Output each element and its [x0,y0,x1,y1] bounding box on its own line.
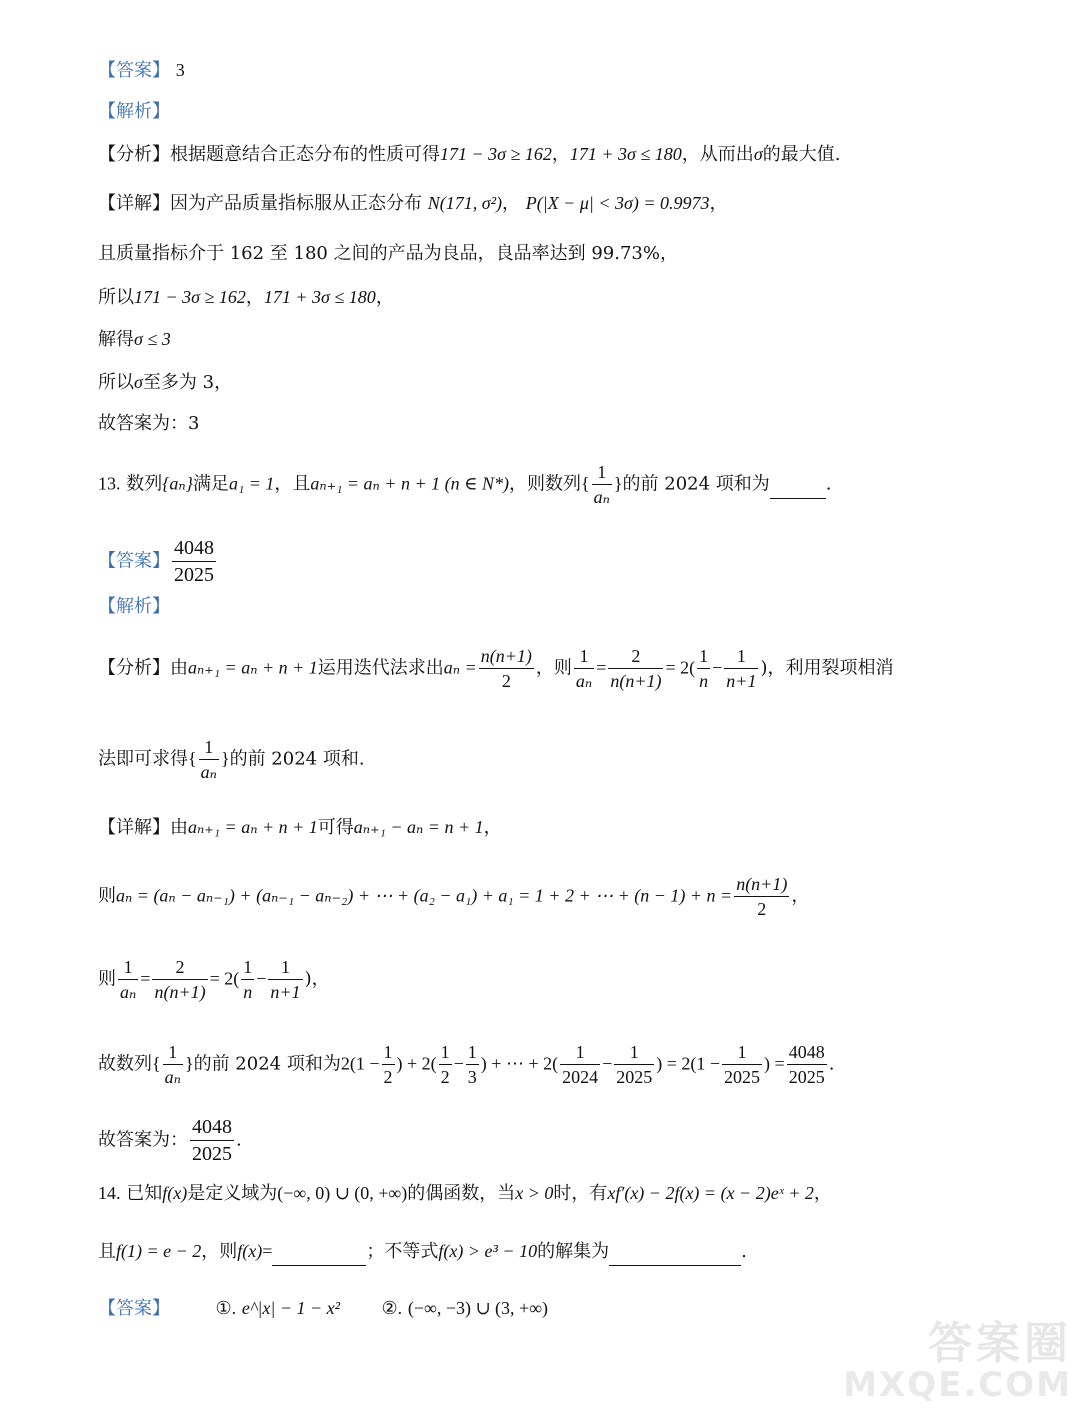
sigma-symbol: σ [753,144,763,164]
analysis-tag: 【分析】 [98,657,170,679]
q12-probability: P(|X − μ| < 3σ) = 0.9973 [525,193,710,213]
comma: ， [551,144,570,165]
comma: ， [483,817,502,838]
q12-normal-dist: N(171, σ²) [427,193,503,213]
q12-ineq1-b: 171 − 3σ ≥ 162 [134,287,246,307]
q14-fx-b: f(x) [237,1241,263,1261]
q13-an-line2-text-b: 的前 2024 项和. [229,748,365,770]
q13-detail-line4: 故数列{ $\frac{1}{\text{aₙ}}$ }的前 2024 项和为2(1 − $\frac{1}{2}$ ) + 2( $\frac{1}{2}$ − $\frac{1}{3}$ ) + ⋯ + 2( $\frac{1}{2024}$ − $\frac{1}{2025}$ ) = 2(1 − $\frac{1}{2025}$ ) = $\frac{4048}{2025}$ . [98,1042,835,1087]
q12-analysis-text-b: ，从而出 [681,144,754,165]
q12-analysis-head [98,99,170,125]
q12-line4 [98,326,171,353]
q12-line2: 且质量指标介于 162 至 180 之间的产品为良品，良品率达到 99.73%， [98,243,678,264]
q13-an-frac3: $\frac{2}{n(n+1)}$ [610,646,662,691]
q13-d4-frac-2025b: $\frac{1}{2025}$ [724,1042,761,1087]
q13-seq: {aₙ} [162,473,193,494]
answer-tag: 【答案】 [98,1298,170,1319]
q14-l2-text-b: ，则 [201,1241,238,1262]
q13-answer-line [98,535,218,588]
watermark [843,1307,1072,1405]
q14-question-line1 [98,1180,832,1207]
q13-d3-end: )， [304,968,330,990]
answer-blank-2 [609,1239,741,1266]
q12-line3-text: 所以 [98,287,134,308]
q13-frac: $\frac{1}{\text{aₙ}}$ [593,462,610,507]
q14-domain: (−∞, 0) ∪ (0, +∞) [277,1183,408,1203]
q12-line6: 故答案为：3 [98,413,200,434]
q13-d4-frac-half2: $\frac{1}{2}$ [440,1042,450,1087]
q13-d4-seq-frac: $\frac{1}{\text{aₙ}}$ [164,1042,181,1087]
q13-an-frac5: $\frac{1}{n+1}$ [726,646,757,691]
q13-d3-text: 则 [98,968,116,990]
q13-d4-text: 故数列 [98,1053,152,1075]
q12-detail-line [98,190,727,217]
q13-final-frac: $\frac{4048}{2025}$ [192,1116,232,1165]
q12-analysis-text: 根据题意结合正态分布的性质可得 [170,144,440,165]
q13-an-frac1: $\frac{n(n+1)}{2}$ [480,646,532,691]
q14-question-line2: 且f(1) = e − 2，则f(x)= ；不等式f(x) > e³ − 10的解集为 . [98,1238,747,1266]
q13-d4-frac-half: $\frac{1}{2}$ [383,1042,393,1087]
q12-solve: σ ≤ 3 [134,329,171,349]
q13-d2-text: 则 [98,885,116,907]
q13-d1-diff: aₙ₊₁ − aₙ = n + 1 [353,817,484,837]
q12-line5 [98,369,232,396]
q13-d4-frac-third: $\frac{1}{3}$ [467,1042,477,1087]
answer-blank-1 [272,1239,366,1266]
q14-ans1-label: ①. [215,1298,237,1318]
q13-final-line [98,1114,242,1167]
q14-equation: xf′(x) − 2f(x) = (x − 2)eˣ + 2 [607,1183,814,1203]
period: . [825,473,832,495]
q14-text-c: 的偶函数，当 [407,1183,516,1204]
q13-d3-frac2: $\frac{2}{n(n+1)}$ [154,957,206,1002]
q13-d3-frac1: $\frac{1}{\text{aₙ}}$ [120,957,137,1002]
q13-answer-frac: $\frac{4048}{2025}$ [174,537,214,586]
q13-an-rec: aₙ₊₁ = aₙ + n + 1 [188,657,318,678]
q12-line3 [98,284,394,311]
q13-an-frac2: $\frac{1}{\text{aₙ}}$ [575,646,593,691]
q13-an-line2-frac: $\frac{1}{\text{aₙ}}$ [200,737,217,782]
q13-an-text: 由 [170,657,188,679]
q13-d4-text-b: 的前 2024 项和为 [193,1053,341,1075]
q14-text: 已知 [126,1183,163,1204]
q13-d3-frac3: $\frac{1}{n}$ [243,957,253,1002]
q13-d1-rec: aₙ₊₁ = aₙ + n + 1 [188,817,318,837]
q13-analysis-head [98,594,170,620]
q14-text-d: 时，有 [553,1183,608,1204]
q14-ans1: e^|x| − 1 − x² [241,1298,340,1318]
q14-l2-text-d: ；不等式 [366,1241,439,1262]
q13-d1-text-b: 可得 [317,817,354,838]
q14-fx: f(x) [162,1183,188,1203]
analysis-head-tag: 【解析】 [98,596,170,617]
q14-ans2-label: ②. [381,1298,403,1318]
watermark-url: MXQE.COM [843,1365,1072,1405]
q14-l2-text: 且 [98,1241,116,1262]
q13-text: 数列 [126,473,163,495]
answer-blank [770,472,826,499]
q14-number: 14. [98,1183,121,1203]
q13-an-text-b: 运用迭代法求出 [317,657,444,679]
q13-final-text: 故答案为： [98,1129,188,1151]
q12-analysis-text-c: 的最大值. [762,144,841,165]
q13-question: 13. 数列{aₙ}满足a₁ = 1，且aₙ₊₁ = aₙ + n + 1 (n ∈ N*)，则数列{ $\frac{1}{\text{aₙ}}$ }的前 2024 项和为 . [98,462,832,507]
q13-number: 13. [98,473,121,494]
period: . [828,1053,835,1075]
comma: ， [375,287,394,308]
q12-line5-text: 所以 [98,372,134,393]
q14-answer-line [98,1295,548,1322]
q13-text-e: 的前 2024 项和为 [622,473,770,495]
comma: ， [502,193,521,214]
detail-tag: 【详解】 [98,817,170,838]
sigma-symbol: σ [134,372,143,392]
analysis-head-tag: 【解析】 [98,101,170,122]
q14-ineq: f(x) > e³ − 10 [438,1241,538,1261]
q12-analysis-line [98,141,840,168]
period: . [236,1129,242,1151]
q13-analysis-line: 【分析】由aₙ₊₁ = aₙ + n + 1运用迭代法求出aₙ = $\frac{n(n+1)}{2}$ ，则 $\frac{1}{\text{aₙ}}$ = $\frac{2}{n(n+1)}$ = 2( $\frac{1}{n}$ − $\frac{1}{n+1}$ )，利用裂项相消 [98,646,894,691]
q12-answer-line [98,57,185,84]
q13-an-eq: aₙ = [443,657,477,678]
q13-recurrence: aₙ₊₁ = aₙ + n + 1 (n ∈ N*) [310,473,509,494]
answer-tag: 【答案】 [98,550,170,572]
q13-a1: a₁ = 1 [228,473,275,494]
q13-d4-result: $\frac{4048}{2025}$ [788,1042,825,1087]
q13-d4-frac-2025: $\frac{1}{2025}$ [616,1042,653,1087]
q13-d2-eq: aₙ = (aₙ − aₙ₋₁) + (aₙ₋₁ − aₙ₋₂) + ⋯ + (a₂ − a₁) + a₁ = 1 + 2 + ⋯ + (n − 1) + n = [116,885,733,906]
comma: ， [813,1183,832,1204]
q12-detail-text: 因为产品质量指标服从正态分布 [170,193,422,214]
q13-detail-line2 [98,872,809,921]
q13-an-frac4: $\frac{1}{n}$ [699,646,709,691]
q12-ineq2-b: 171 + 3σ ≤ 180 [263,287,376,307]
q13-d1-text: 由 [170,817,188,838]
q12-answer: 3 [175,60,185,80]
q13-an-text-c: ，则 [535,657,572,679]
q13-detail-line3: 则 $\frac{1}{\text{aₙ}}$ = $\frac{2}{n(n+1)}$ = 2( $\frac{1}{n}$ − $\frac{1}{n+1}$ )， [98,957,330,1002]
comma: ， [791,885,810,907]
q14-f1: f(1) = e − 2 [116,1241,202,1261]
q13-d2-frac: $\frac{n(n+1)}{2}$ [736,874,788,919]
q13-text-b: 满足 [192,473,229,495]
detail-tag: 【详解】 [98,193,170,214]
answer-tag: 【答案】 [98,60,170,81]
analysis-tag: 【分析】 [98,144,170,165]
q13-detail-line1 [98,814,502,841]
q14-cond: x > 0 [515,1183,554,1203]
comma: ， [709,193,728,214]
q12-ineq2: 171 + 3σ ≤ 180 [569,144,682,164]
q12-line5-text-b: 至多为 3， [142,372,233,393]
q13-text-d: ，则数列 [508,473,581,495]
period: . [741,1241,747,1262]
q13-text-c: ，且 [274,473,311,495]
q14-text-b: 是定义域为 [187,1183,278,1204]
watermark-logo-text: 答案圈 [928,1318,1072,1369]
q12-ineq1: 171 − 3σ ≥ 162 [440,144,552,164]
q13-an-text-d: )，利用裂项相消 [760,657,894,679]
q14-l2-text-e: 的解集为 [537,1241,610,1262]
q13-d3-frac4: $\frac{1}{n+1}$ [270,957,301,1002]
q12-line4-text: 解得 [98,329,134,350]
q13-d4-frac-2024: $\frac{1}{2024}$ [562,1042,599,1087]
q13-an-eq2: = 2( [665,657,696,678]
q13-an-line2-text: 法即可求得 [98,748,188,770]
q13-analysis-line2: 法即可求得{ $\frac{1}{\text{aₙ}}$ }的前 2024 项和. [98,737,365,782]
q14-ans2: (−∞, −3) ∪ (3, +∞) [407,1298,549,1318]
comma: ， [245,287,264,308]
